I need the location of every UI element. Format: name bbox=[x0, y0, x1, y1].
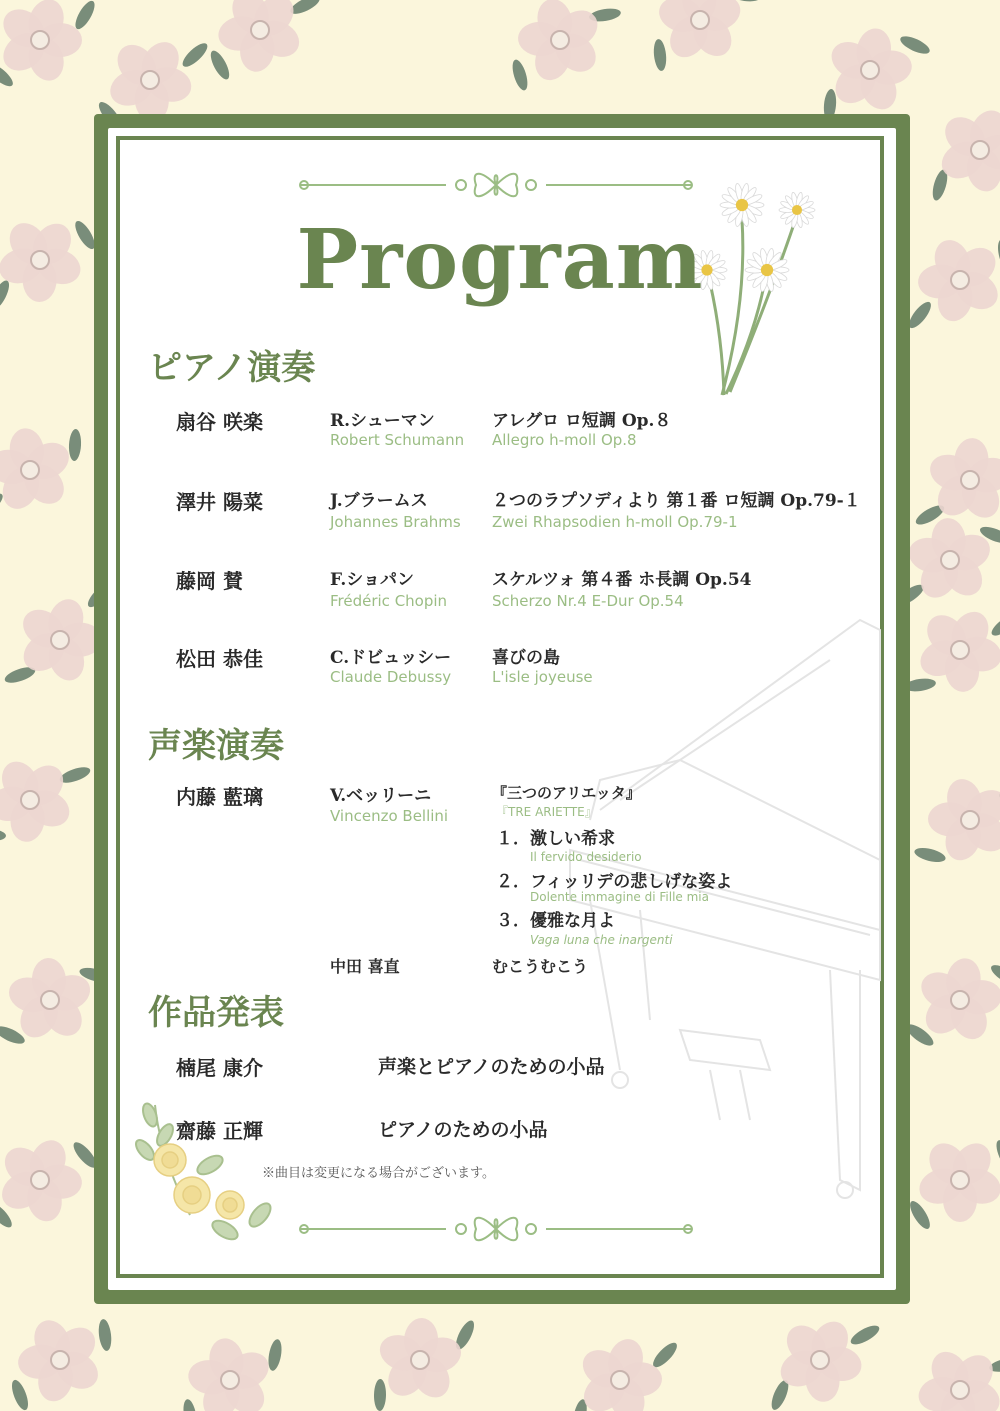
work-title-ja: 喜びの島 bbox=[492, 648, 560, 668]
composer-en: Frédéric Chopin bbox=[330, 592, 448, 610]
anemone-flower-icon bbox=[915, 956, 1000, 1046]
anemone-flower-icon bbox=[0, 426, 75, 515]
leaf-icon bbox=[68, 429, 82, 462]
leaf-icon bbox=[510, 58, 531, 92]
section-heading-piano: ピアノ演奏 bbox=[148, 348, 316, 388]
anemone-flower-icon bbox=[915, 1345, 1000, 1411]
work-title-ja: ２つのラプソディより 第１番 ロ短調 Op.79-１ bbox=[492, 491, 861, 511]
work-title-ja: 声楽とピアノのための小品 bbox=[378, 1056, 605, 1078]
performer-name: 澤井 陽菜 bbox=[176, 490, 263, 514]
song-title-ja: ３．優雅な月よ bbox=[496, 911, 615, 931]
composer-ja: C.ドビュッシー bbox=[330, 648, 452, 668]
performer-name: 内藤 藍璃 bbox=[176, 785, 263, 809]
work-title-en: Allegro h-moll Op.8 bbox=[492, 431, 637, 449]
anemone-flower-icon bbox=[0, 1135, 83, 1225]
work-title-en: Scherzo Nr.4 E-Dur Op.54 bbox=[492, 592, 684, 610]
work-title-ja: ピアノのための小品 bbox=[378, 1119, 548, 1141]
work-title-ja: むこうむこう bbox=[492, 957, 589, 976]
leaf-icon bbox=[650, 1339, 681, 1370]
anemone-flower-icon bbox=[0, 755, 75, 844]
leaf-icon bbox=[0, 828, 6, 842]
anemone-flower-icon bbox=[775, 1315, 865, 1404]
anemone-flower-icon bbox=[17, 1315, 105, 1405]
work-title-en: L'isle joyeuse bbox=[492, 668, 593, 686]
composer-ja: F.ショパン bbox=[330, 570, 414, 590]
song-title-ja: ２．フィッリデの悲しげな姿よ bbox=[496, 872, 733, 892]
work-title-ja: アレグロ ロ短調 Op.８ bbox=[492, 411, 672, 431]
anemone-flower-icon bbox=[915, 1136, 1000, 1222]
anemone-flower-icon bbox=[375, 1317, 465, 1404]
leaf-icon bbox=[207, 48, 233, 82]
song-title-ja: １．激しい希求 bbox=[496, 829, 615, 849]
performer-name: 藤岡 賛 bbox=[176, 569, 243, 593]
leaf-icon bbox=[906, 1198, 933, 1231]
performer-name: 齋藤 正輝 bbox=[176, 1119, 263, 1143]
leaf-icon bbox=[266, 1338, 283, 1372]
anemone-flower-icon bbox=[216, 0, 306, 74]
anemone-flower-icon bbox=[576, 1335, 663, 1411]
anemone-flower-icon bbox=[105, 35, 195, 123]
composer-en: Claude Debussy bbox=[330, 668, 452, 686]
composer-ja: R.シューマン bbox=[330, 411, 435, 431]
song-title-en: Vaga luna che inargenti bbox=[530, 933, 673, 947]
composer-ja: V.ベッリーニ bbox=[330, 786, 432, 806]
song-cycle-title-ja: 『三つのアリエッタ』 bbox=[492, 784, 641, 802]
leaf-icon bbox=[97, 1318, 113, 1351]
composer-ja: 中田 喜直 bbox=[330, 957, 400, 976]
leaf-icon bbox=[652, 38, 667, 71]
leaf-icon bbox=[913, 845, 947, 864]
leaf-icon bbox=[374, 1379, 387, 1411]
performer-name: 松田 恭佳 bbox=[176, 647, 263, 671]
work-title-ja: スケルツォ 第４番 ホ長調 Op.54 bbox=[492, 570, 752, 590]
section-heading-vocal: 声楽演奏 bbox=[148, 726, 284, 766]
leaf-icon bbox=[72, 0, 98, 32]
anemone-flower-icon bbox=[186, 1336, 275, 1411]
composer-en: Robert Schumann bbox=[330, 431, 465, 449]
leaf-icon bbox=[58, 764, 92, 786]
leaf-icon bbox=[993, 1138, 1000, 1172]
section-heading-works: 作品発表 bbox=[148, 993, 284, 1033]
leaf-icon bbox=[989, 611, 1000, 640]
leaf-icon bbox=[848, 1322, 882, 1348]
composer-ja: J.ブラームス bbox=[330, 491, 428, 511]
ornament-divider-icon bbox=[296, 170, 696, 200]
leaf-icon bbox=[179, 40, 211, 71]
change-notice: ※曲目は変更になる場合がございます。 bbox=[262, 1166, 495, 1181]
song-cycle-title-en: 『TRE ARIETTE』 bbox=[496, 805, 597, 819]
composer-en: Johannes Brahms bbox=[330, 513, 461, 531]
performer-name: 楠尾 康介 bbox=[176, 1056, 263, 1080]
song-title-en: Dolente immagine di Fille mia bbox=[530, 890, 709, 904]
anemone-flower-icon bbox=[517, 0, 604, 85]
song-title-en: Il fervido desiderio bbox=[530, 850, 642, 864]
leaf-icon bbox=[181, 1398, 198, 1411]
work-title-en: Zwei Rhapsodien h-moll Op.79-1 bbox=[492, 513, 738, 531]
anemone-flower-icon bbox=[0, 0, 82, 85]
leaf-icon bbox=[9, 1378, 32, 1411]
performer-name: 扇谷 咲楽 bbox=[176, 410, 263, 434]
page-title: Program bbox=[296, 212, 704, 308]
anemone-flower-icon bbox=[655, 0, 745, 64]
composer-en: Vincenzo Bellini bbox=[330, 807, 449, 825]
